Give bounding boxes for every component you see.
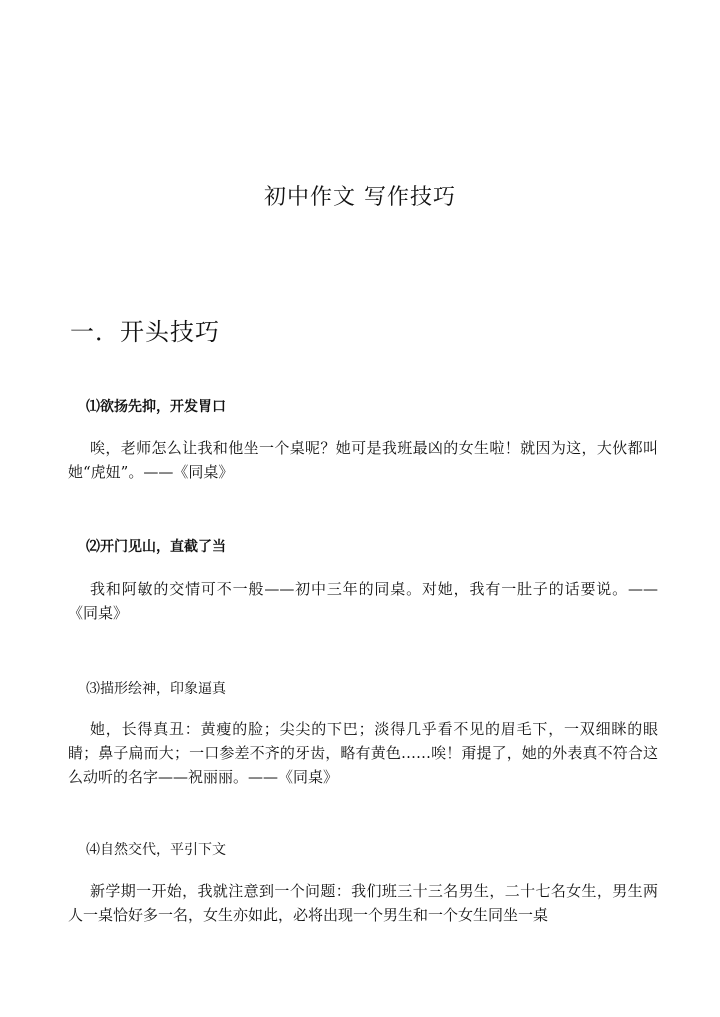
document-title: 初中作文 写作技巧 [264, 185, 456, 210]
item-heading-4: ⑷自然交代，平引下文 [86, 842, 226, 858]
item-paragraph-4: 新学期一开始，我就注意到一个问题：我们班三十三名男生，二十七名女生，男生两人一桌恰好多一名，女生亦如此，必将出现一个男生和一个女生同坐一桌 [68, 882, 658, 924]
item-paragraph-3: 她，长得真丑：黄瘦的脸；尖尖的下巴；淡得几乎看不见的眉毛下，一双细眯的眼睛；鼻子扁而大；一口参差不齐的牙齿，略有黄色……唉！甭提了，她的外表真不符合这么动听的名字——祝丽丽。——《同桌》 [68, 720, 658, 786]
item-paragraph-1: 唉，老师怎么让我和他坐一个桌呢？她可是我班最凶的女生啦！就因为这，大伙都叫她“虎妞”。——《同桌》 [68, 439, 658, 481]
section-heading: 一．开头技巧 [70, 318, 220, 346]
item-heading-2: ⑵开门见山，直截了当 [86, 539, 226, 555]
item-paragraph-2: 我和阿敏的交情可不一般——初中三年的同桌。对她，我有一肚子的话要说。——《同桌》 [68, 580, 658, 622]
item-heading-1: ⑴欲扬先抑，开发胃口 [86, 399, 226, 415]
item-heading-3: ⑶描形绘神，印象逼真 [86, 681, 226, 697]
